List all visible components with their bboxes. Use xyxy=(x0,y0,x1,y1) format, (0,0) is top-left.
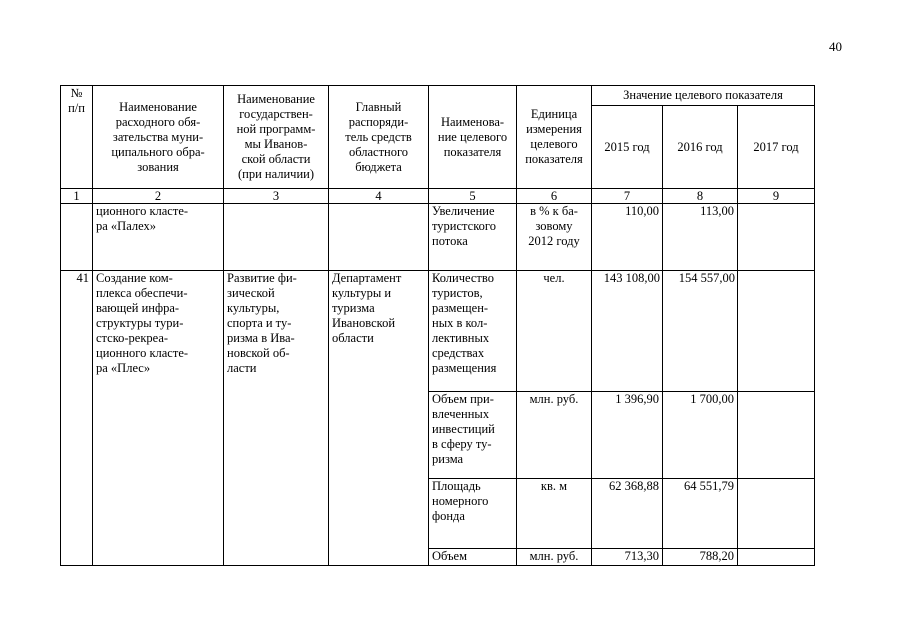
budget-indicators-table xyxy=(60,85,815,566)
cell-value-2015: 713,30 xyxy=(592,549,663,566)
cell-value-2016: 1 700,00 xyxy=(663,392,738,479)
header-year-2015: 2015 год xyxy=(592,106,663,189)
cell-value-2017 xyxy=(738,479,815,549)
col-number: 2 xyxy=(93,189,224,204)
header-num: № п/п xyxy=(61,86,93,189)
table-row xyxy=(61,204,815,271)
cell-manager xyxy=(329,204,429,271)
cell-indicator: Объем при- влеченных инвестиций в сферу ту- ризма xyxy=(429,392,517,479)
col-number: 1 xyxy=(61,189,93,204)
cell-indicator: Площадь номерного фонда xyxy=(429,479,517,549)
col-number: 4 xyxy=(329,189,429,204)
header-year-2016: 2016 год xyxy=(663,106,738,189)
header-obligation: Наименование расходного обя- зательства муни- ципального обра- зования xyxy=(93,86,224,189)
table-row xyxy=(61,271,815,392)
cell-unit: млн. руб. xyxy=(517,549,592,566)
col-number: 8 xyxy=(663,189,738,204)
col-number: 6 xyxy=(517,189,592,204)
cell-obligation: ционного класте- ра «Палех» xyxy=(93,204,224,271)
cell-value-2017 xyxy=(738,271,815,392)
cell-indicator: Объем xyxy=(429,549,517,566)
cell-value-2016: 154 557,00 xyxy=(663,271,738,392)
cell-value-2015: 110,00 xyxy=(592,204,663,271)
cell-num xyxy=(61,204,93,271)
cell-value-2016: 64 551,79 xyxy=(663,479,738,549)
header-row xyxy=(61,86,815,106)
cell-value-2015: 143 108,00 xyxy=(592,271,663,392)
cell-indicator: Увеличение туристского потока xyxy=(429,204,517,271)
col-number: 5 xyxy=(429,189,517,204)
col-number: 3 xyxy=(224,189,329,204)
cell-value-2015: 62 368,88 xyxy=(592,479,663,549)
header-year-2017: 2017 год xyxy=(738,106,815,189)
col-number: 9 xyxy=(738,189,815,204)
cell-obligation: Создание ком- плекса обеспечи- вающей инфра- структуры тури- стско-рекреа- ционного класте- ра «Плес» xyxy=(93,271,224,566)
cell-value-2017 xyxy=(738,392,815,479)
cell-indicator: Количество туристов, размещен- ных в кол- лективных средствах размещения xyxy=(429,271,517,392)
cell-num: 41 xyxy=(61,271,93,566)
header-indicator: Наименова- ние целевого показателя xyxy=(429,86,517,189)
cell-unit: кв. м xyxy=(517,479,592,549)
header-target-value: Значение целевого показателя xyxy=(592,86,815,106)
cell-value-2016: 788,20 xyxy=(663,549,738,566)
cell-value-2015: 1 396,90 xyxy=(592,392,663,479)
cell-unit: чел. xyxy=(517,271,592,392)
cell-value-2017 xyxy=(738,204,815,271)
cell-value-2017 xyxy=(738,549,815,566)
cell-program xyxy=(224,204,329,271)
cell-unit: в % к ба- зовому 2012 году xyxy=(517,204,592,271)
header-program: Наименование государствен- ной программ- мы Иванов- ской области (при наличии) xyxy=(224,86,329,189)
cell-unit: млн. руб. xyxy=(517,392,592,479)
header-unit: Единица измерения целевого показателя xyxy=(517,86,592,189)
column-numbers-row xyxy=(61,189,815,204)
cell-manager: Департамент культуры и туризма Ивановской области xyxy=(329,271,429,566)
page-number: 40 xyxy=(829,39,842,54)
cell-value-2016: 113,00 xyxy=(663,204,738,271)
header-manager: Главный распоряди- тель средств областного бюджета xyxy=(329,86,429,189)
cell-program: Развитие фи- зической культуры, спорта и ту- ризма в Ива- новской об- ласти xyxy=(224,271,329,566)
col-number: 7 xyxy=(592,189,663,204)
